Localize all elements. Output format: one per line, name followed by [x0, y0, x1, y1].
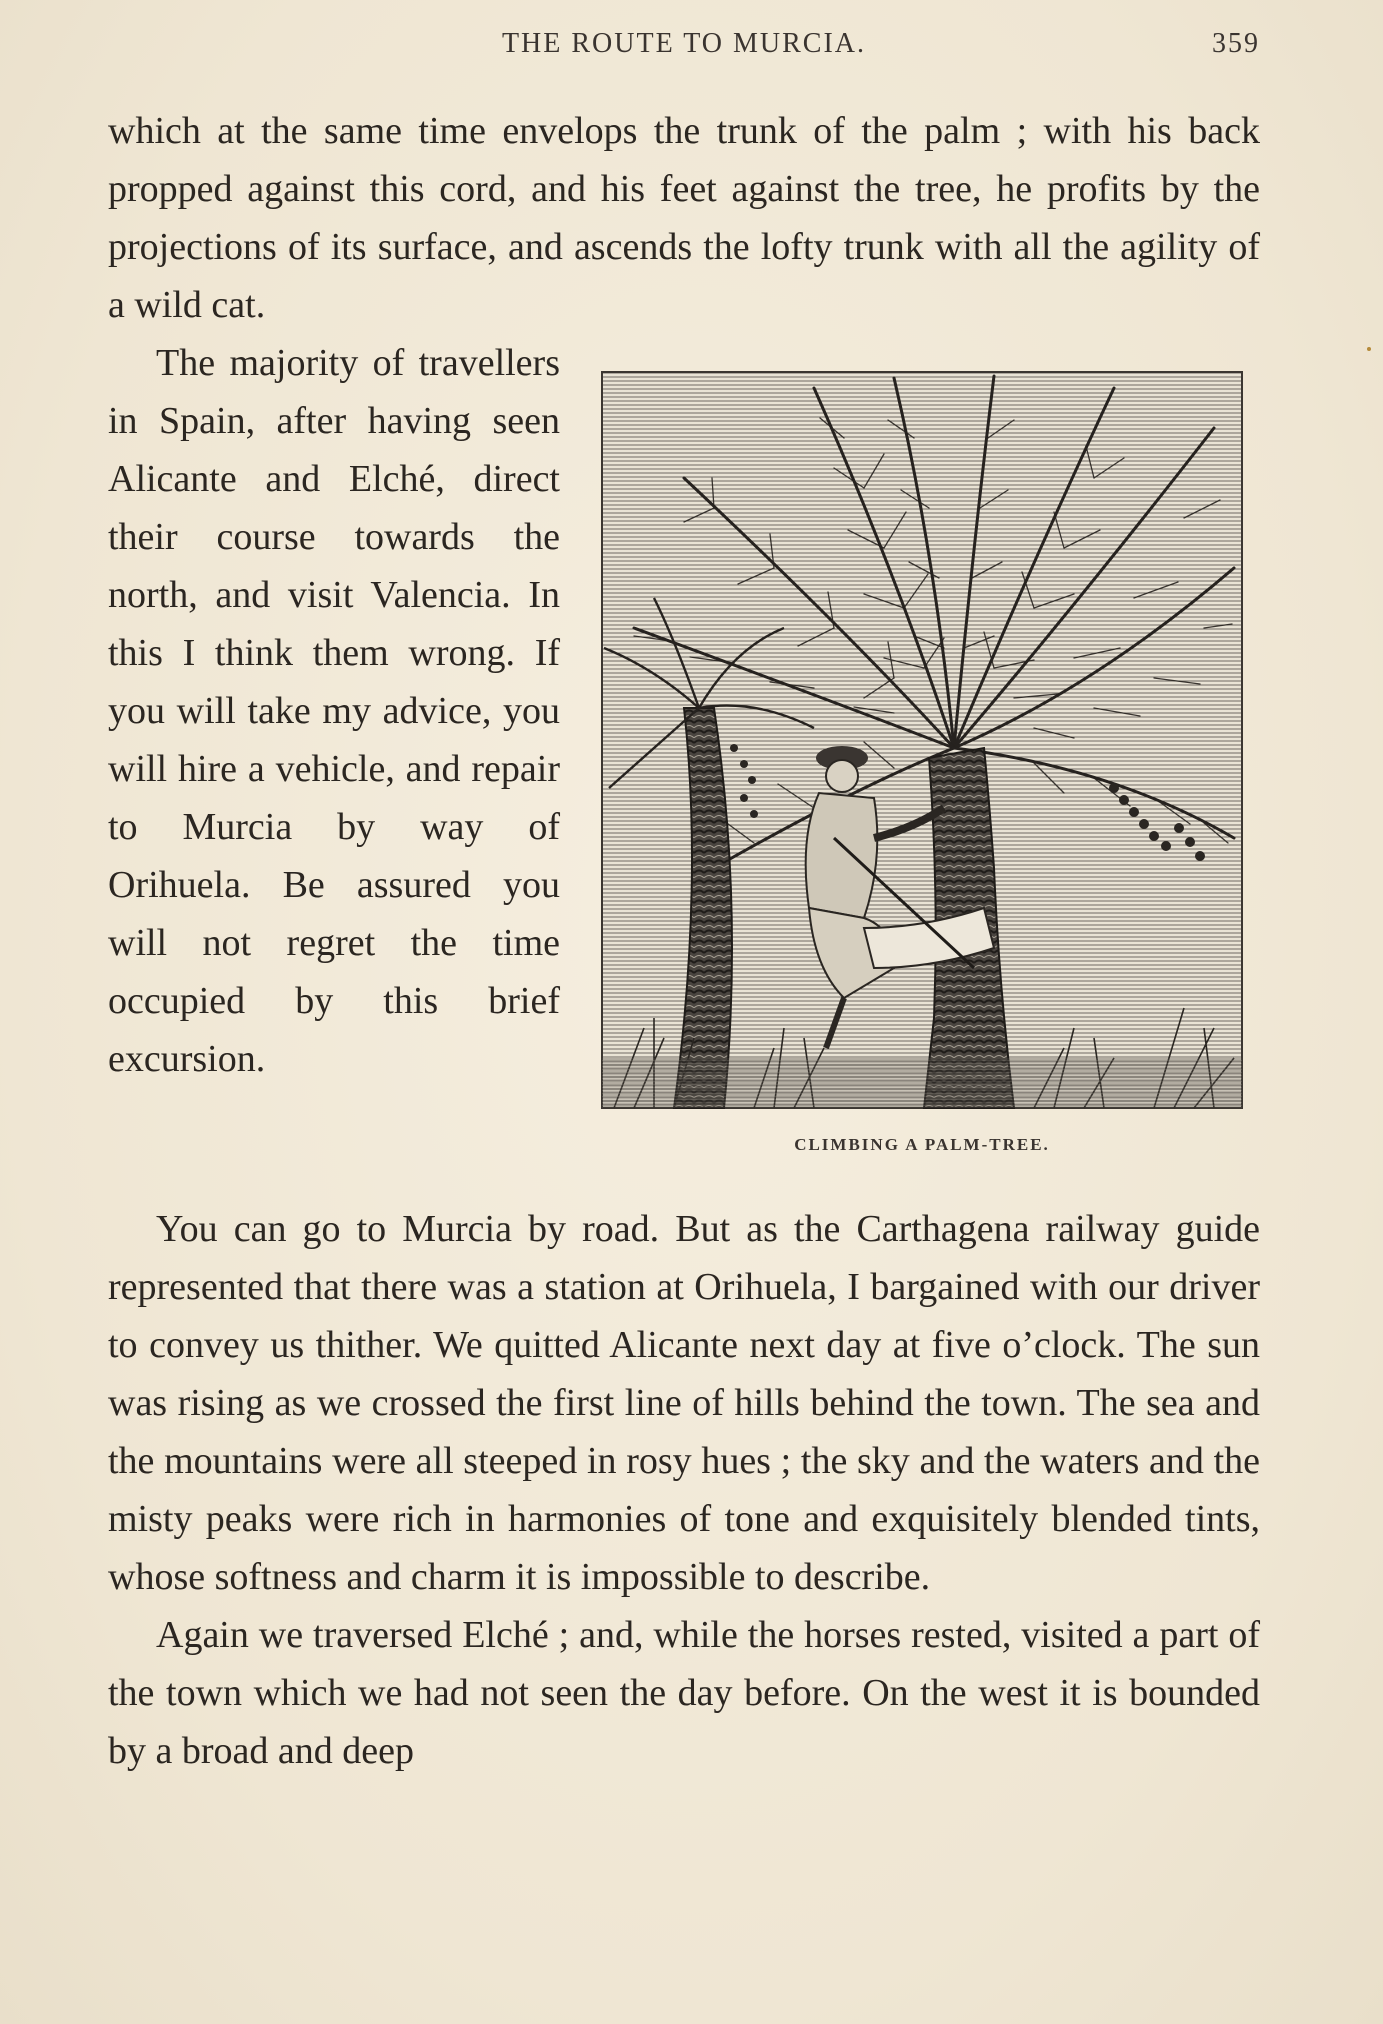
paragraph-wrap: [108, 334, 560, 1088]
paragraph-road: You can go to Murcia by road. But as the Carthagena railway guide represented that there was a station at Orihuela, I bargained with our driver to convey us thither. We quitted Alicante next day at five o’clock. The sun was rising as we crossed the first line of hills behind the town. The sea and the mountains were all steeped in rosy hues ; the sky and the waters and the misty peaks were rich in harmonies of tone and exquisitely blended tints, whose softness and charm it is impossible to describe.: [108, 1208, 1260, 1598]
figure-caption: CLIMBING A PALM-TREE.: [794, 1135, 1050, 1154]
running-head: [108, 28, 1260, 68]
engraving-svg: [594, 368, 1250, 1112]
running-title: THE ROUTE TO MURCIA.: [501, 28, 867, 59]
page-number: 359: [1212, 28, 1260, 59]
paragraph-top: [108, 102, 1260, 334]
paragraph-climbing: which at the same time envelops the trunk of the palm ; with his back propped against this cord, and his feet against the tree, he profits by the projections of its surface, and ascends the lofty trunk with all the agility of a wild cat.: [108, 110, 1260, 326]
palm-tree-illustration: [594, 368, 1250, 1112]
paragraph-elche: Again we traversed Elché ; and, while the horses rested, visited a part of the town which we had not seen the day before. On the west it is bounded by a broad and deep: [108, 1614, 1260, 1772]
paragraph-majority: The majority of travellers in Spain, after having seen Alicante and Elché, direct their course towards the north, and visit Valencia. In this I think them wrong. If you will take my advice, you will hire a vehicle, and repair to Murcia by way of Orihuela. Be assured you will not regret the time occupied by this brief excursion.: [108, 342, 560, 1080]
paper-speck: [1367, 347, 1371, 351]
paragraphs-after: [108, 1200, 1260, 1780]
